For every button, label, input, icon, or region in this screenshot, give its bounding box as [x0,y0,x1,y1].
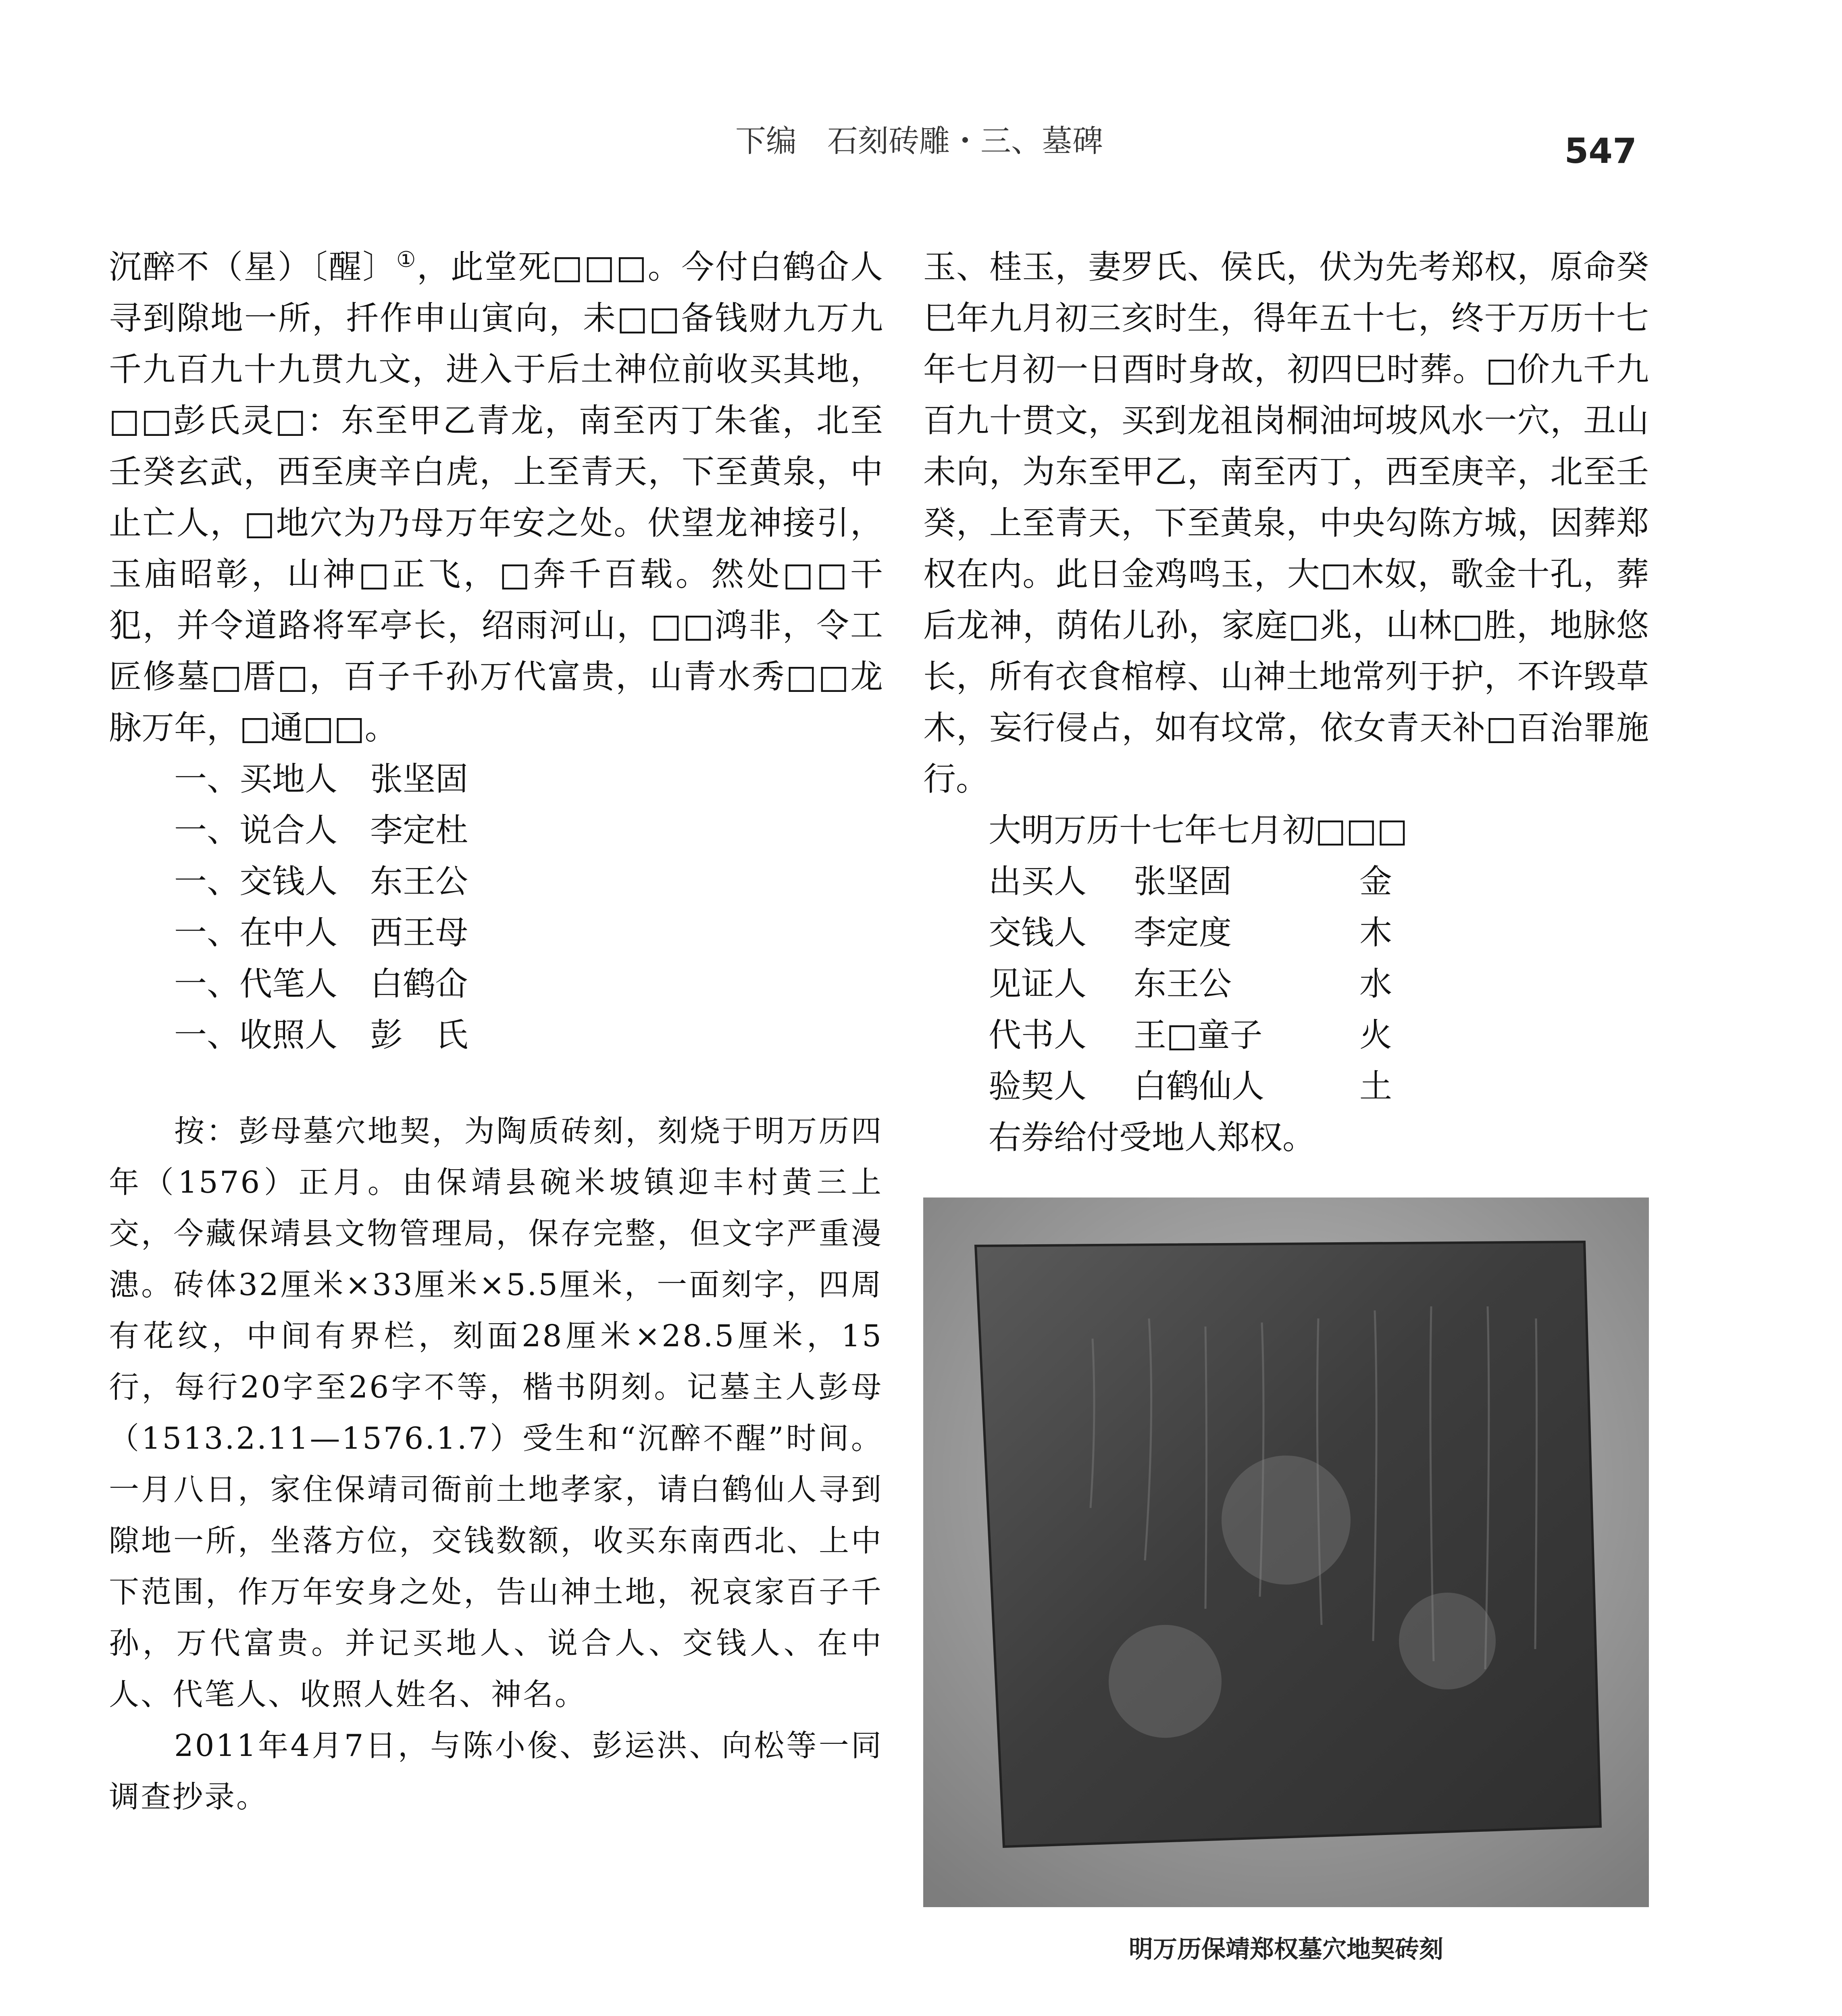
running-header [0,121,1842,171]
signatory-name: 东王公 [1134,965,1232,1003]
contract-date: 大明万历十七年七月初□□□ [989,812,1408,850]
party-role: 一、在中人 [174,914,338,952]
signatory-item [989,856,1649,908]
signatory-role: 代书人 [989,1016,1087,1054]
party-role: 一、代笔人 [174,965,338,1003]
party-name: 西王母 [370,914,468,952]
contract-text-start: 沉醉不（星）〔醒〕 [109,248,396,286]
party-item [174,754,883,805]
party-name: 李定杜 [370,812,468,850]
signatory-name: 张坚固 [1134,863,1232,901]
signatory-item [989,1061,1649,1112]
footnote-marker: ① [396,247,417,272]
brick-photo [923,1198,1649,1907]
signatory-item [989,908,1649,959]
party-item [174,908,883,959]
zheng-contract-continued: 玉、桂玉，妻罗氏、侯氏，伏为先考郑权，原命癸巳年九月初三亥时生，得年五十七，终于万历十七年七月初一日酉时身故，初四巳时葬。□价九千九百九十贯文，买到龙祖岗桐油坷坡风水一穴，丑山未向，为东至甲乙，南至丙丁，西至庚辛，北至壬癸，上至青天，下至黄泉，中央勾陈方城，因葬郑权在内。此日金鸡鸣玉，大□木奴，歌金十孔，葬后龙神，荫佑儿孙，家庭□兆，山林□胜，地脉悠长，所有衣食棺椁、山神土地常列于护，不许毁草木，妄行侵占，如有坟常，依女青天补□百治罪施行。 [923,248,1649,798]
signatory-name: 王□童子 [1134,1016,1263,1054]
party-role: 一、收照人 [174,1016,338,1054]
signatory-element: 木 [1359,914,1392,952]
editor-note-peng: 按：彭母墓穴地契，为陶质砖刻，刻烧于明万历四年（1576）正月。由保靖县碗米坡镇迎丰村黄三上交，今藏保靖县文物管理局，保存完整，但文字严重漫漶。砖体32厘米×33厘米×5.5厘米，一面刻字，四周有花纹，中间有界栏，刻面28厘米×28.5厘米，15行，每行20字至26字不等，楷书阴刻。记墓主人彭母（1513.2.11—1576.1.7）受生和“沉醉不醒”时间。一月八日，家住保靖司衙前土地孝家，请白鹤仙人寻到隙地一所，坐落方位，交钱数额，收买东南西北、上中下范围，作万年安身之处，告山神土地，祝哀家百子千孙，万代富贵。并记买地人、说合人、交钱人、在中人、代笔人、收照人姓名、神名。 [109,1113,883,1712]
party-role: 一、交钱人 [174,863,338,901]
contract-text-rest: ，此堂死□□□。今付白鹤仚人寻到隙地一所，扦作申山寅向，未□□备钱财九万九千九百九十九贯九文，进入于后土神位前收买其地，□□彭氏灵□：东至甲乙青龙，南至丙丁朱雀，北至壬癸玄武，西至庚辛白虎，上至青天，下至黄泉，中止亡人，□地穴为乃母万年安之处。伏望龙神接引，玉庙昭彰，山神□正飞，□奔千百载。然处□□干犯，并令道路将军亭长，绍雨河山，□□鸿非，令工匠修墓□厝□，百子千孙万代富贵，山青水秀□□龙脉万年，□通□□。 [109,248,883,747]
page-number: 547 [1564,131,1637,171]
signatory-element: 土 [1359,1068,1392,1106]
survey-note: 2011年4月7日，与陈小俊、彭运洪、向松等一同调查抄录。 [109,1728,883,1814]
signatory-name: 李定度 [1134,914,1232,952]
signatory-element: 水 [1359,965,1392,1003]
signatory-element: 金 [1359,863,1392,901]
running-title: 下编 石刻砖雕・三、墓碑 [735,123,1103,159]
signatory-role: 验契人 [989,1068,1087,1106]
party-item [174,1010,883,1061]
brick-image [923,1198,1649,1907]
parties-list [109,754,883,1061]
party-name: 彭 氏 [370,1016,468,1054]
party-item [174,856,883,908]
party-item [174,959,883,1010]
signatory-role: 出买人 [989,863,1087,901]
signatory-item [989,1010,1649,1061]
signatory-role: 交钱人 [989,914,1087,952]
party-name: 东王公 [370,863,468,901]
party-name: 白鹤仚 [370,965,468,1003]
contract-closing: 右券给付受地人郑权。 [989,1119,1315,1157]
signatory-role: 见证人 [989,965,1087,1003]
signatory-element: 火 [1359,1016,1392,1054]
left-column [109,242,883,1822]
signatory-name: 白鹤仙人 [1134,1068,1265,1106]
party-item [174,805,883,856]
signatories-list [923,856,1649,1112]
signatory-item [989,959,1649,1010]
photo-caption: 明万历保靖郑权墓穴地契砖刻 [1129,1935,1443,1964]
party-role: 一、说合人 [174,812,338,850]
party-role: 一、买地人 [174,760,338,798]
contract-text-continued [109,242,883,754]
party-name: 张坚固 [370,760,468,798]
right-column [923,242,1649,1164]
